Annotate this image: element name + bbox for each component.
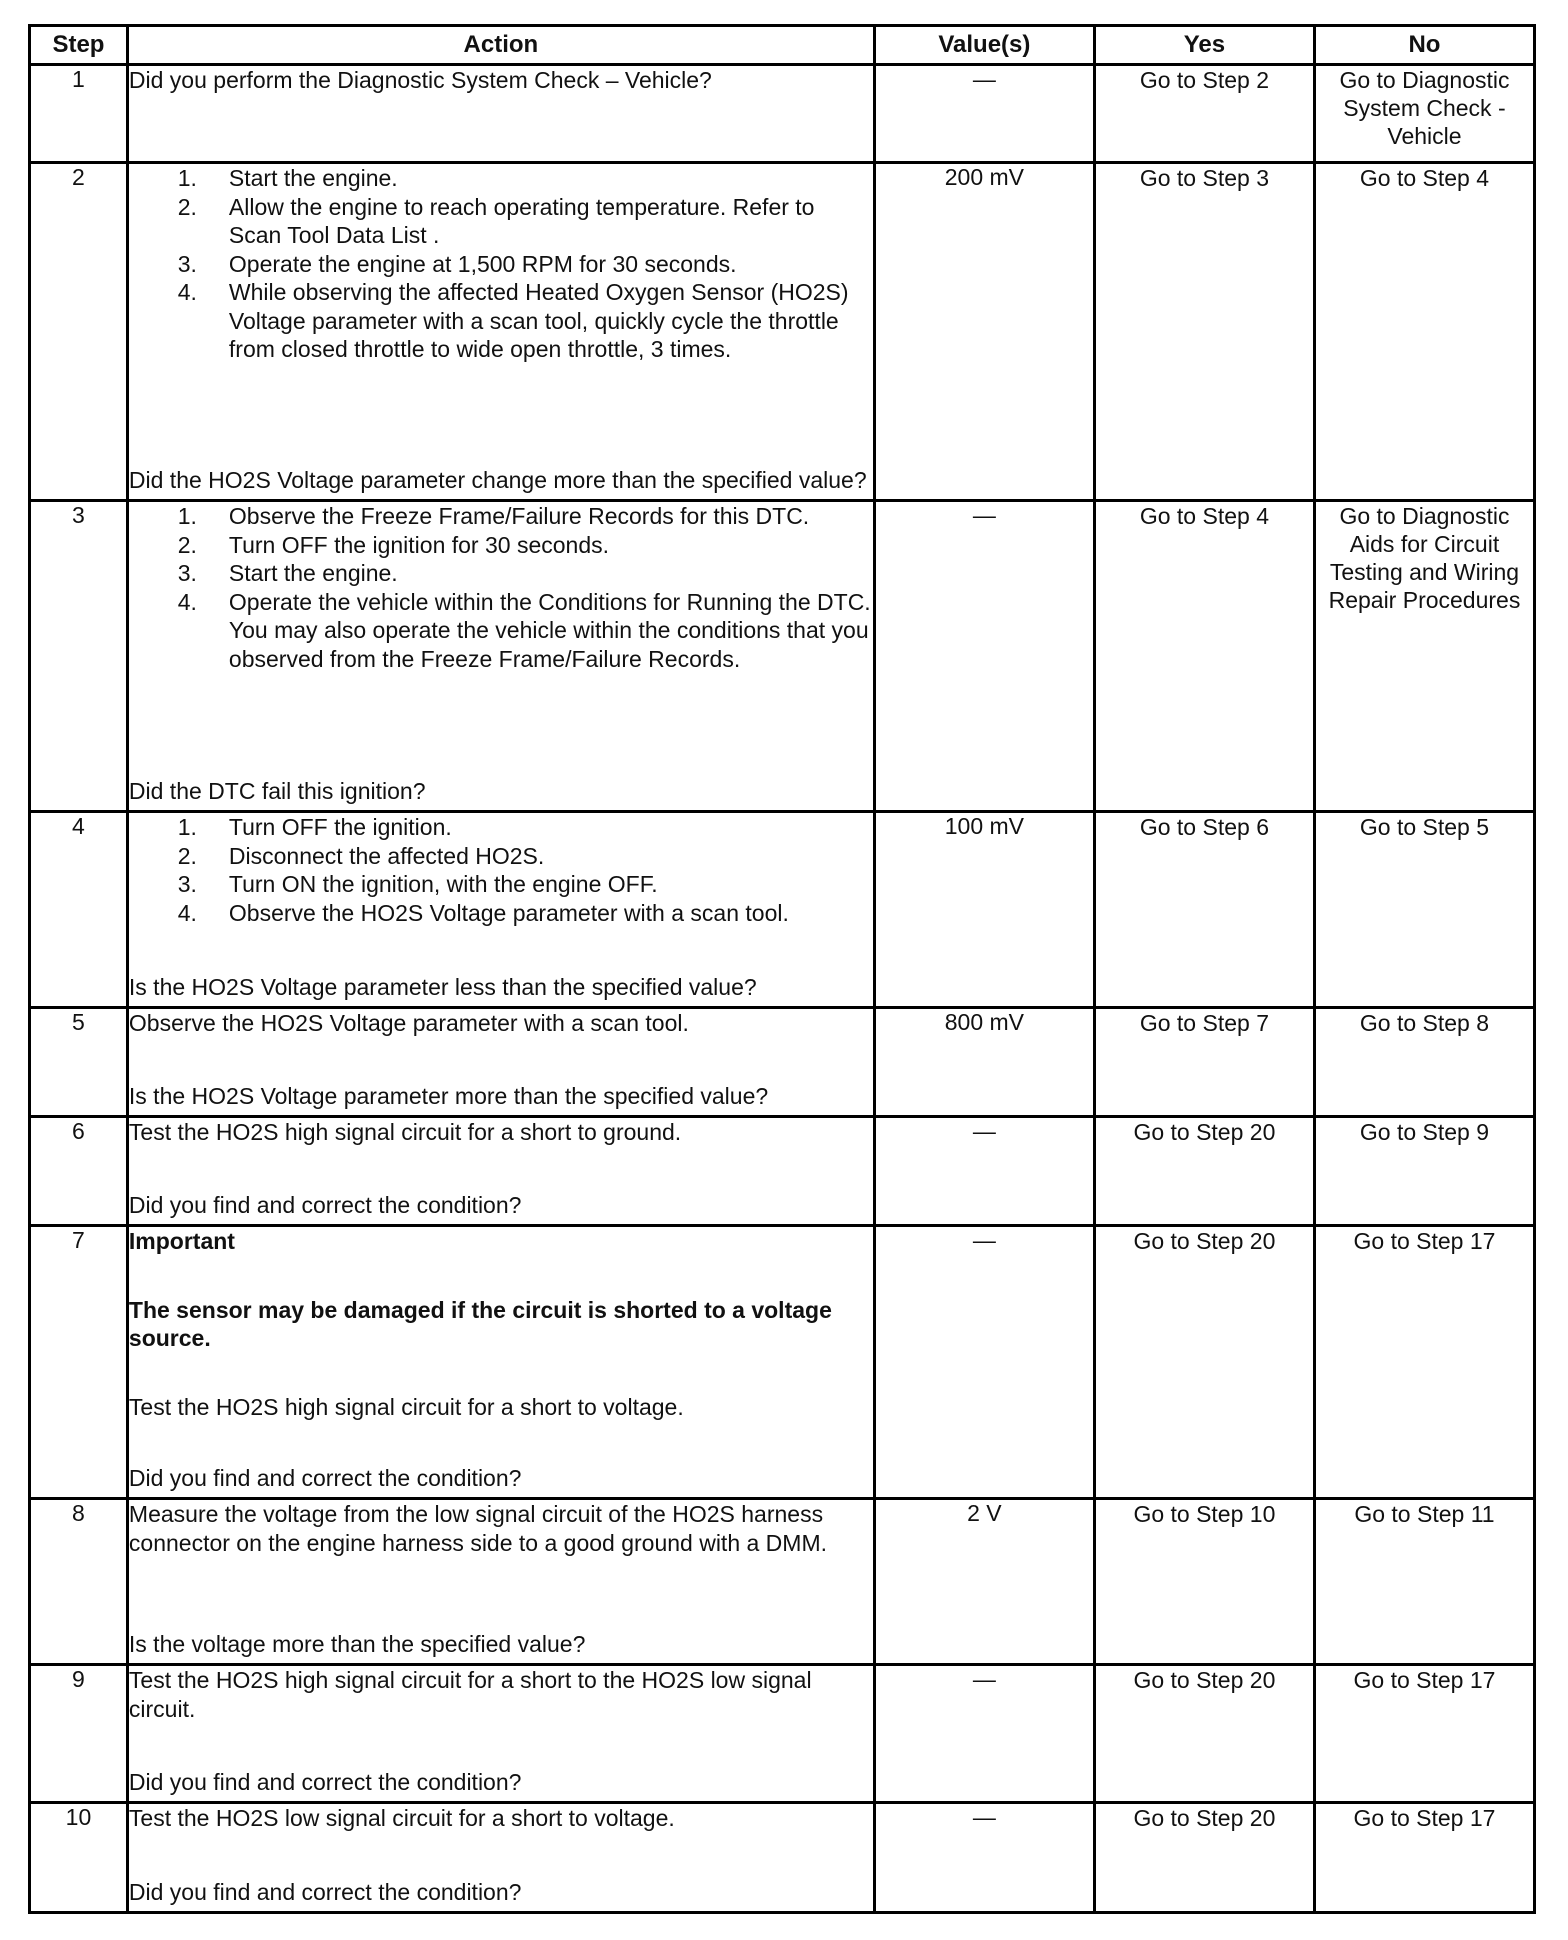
table-row xyxy=(30,501,1535,812)
no-cell: Go to Step 17 xyxy=(1314,1226,1534,1499)
action-text: Observe the HO2S Voltage parameter with a scan tool. xyxy=(128,1010,689,1036)
header-row xyxy=(30,26,1535,65)
action-question: Is the HO2S Voltage parameter less than the specified value? xyxy=(128,973,757,1000)
no-cell: Go to Step 4 xyxy=(1314,163,1534,501)
value-cell: 800 mV xyxy=(874,1008,1094,1117)
table-row xyxy=(30,1499,1535,1665)
important-text: The sensor may be damaged if the circuit is shorted to a voltage source. xyxy=(128,1296,832,1351)
value-cell: 200 mV xyxy=(874,163,1094,501)
header-step: Step xyxy=(30,26,128,65)
header-values: Value(s) xyxy=(874,26,1094,65)
value-cell: — xyxy=(874,65,1094,163)
list-item: 2. Allow the engine to reach operating temperature. Refer to Scan Tool Data List . xyxy=(177,193,815,248)
list-item: 2. Turn OFF the ignition for 30 seconds. xyxy=(177,531,610,558)
action-text: Did you perform the Diagnostic System Check – Vehicle? xyxy=(128,67,712,93)
list-item: 4. Operate the vehicle within the Conditions for Running the DTC. You may also operate the vehicle within the conditions that you observed from the Freeze Frame/Failure Records. xyxy=(177,588,871,672)
action-question: Did you find and correct the condition? xyxy=(128,1464,522,1491)
action-text: Test the HO2S high signal circuit for a short to the HO2S low signal circuit. xyxy=(128,1667,812,1722)
action-cell xyxy=(127,501,874,812)
yes-cell: Go to Step 2 xyxy=(1094,65,1314,163)
list-item: 4. Observe the HO2S Voltage parameter with a scan tool. xyxy=(177,899,789,926)
step-number: 3 xyxy=(30,501,128,812)
action-cell xyxy=(127,1226,874,1499)
value-cell: — xyxy=(874,1803,1094,1913)
value-cell: — xyxy=(874,1226,1094,1499)
yes-cell: Go to Step 20 xyxy=(1094,1803,1314,1913)
table-row xyxy=(30,1117,1535,1226)
step-number: 4 xyxy=(30,812,128,1008)
action-cell xyxy=(127,1117,874,1226)
yes-cell: Go to Step 10 xyxy=(1094,1499,1314,1665)
table-row xyxy=(30,1665,1535,1803)
action-question: Did the DTC fail this ignition? xyxy=(128,777,426,804)
action-question: Did the HO2S Voltage parameter change more than the specified value? xyxy=(128,466,867,493)
value-cell: — xyxy=(874,1117,1094,1226)
table-row xyxy=(30,163,1535,501)
list-item: 1. Turn OFF the ignition. xyxy=(177,814,452,840)
header-no: No xyxy=(1314,26,1534,65)
yes-cell: Go to Step 6 xyxy=(1094,812,1314,1008)
step-number: 10 xyxy=(30,1803,128,1913)
action-text: Test the HO2S low signal circuit for a short to voltage. xyxy=(128,1805,675,1831)
action-cell xyxy=(127,1665,874,1803)
action-cell xyxy=(127,163,874,501)
action-cell xyxy=(127,1803,874,1913)
table-row xyxy=(30,1008,1535,1117)
step-number: 9 xyxy=(30,1665,128,1803)
list-item: 1. Start the engine. xyxy=(177,165,398,191)
header-yes: Yes xyxy=(1094,26,1314,65)
step-number: 5 xyxy=(30,1008,128,1117)
action-question: Did you find and correct the condition? xyxy=(128,1191,522,1218)
action-question: Is the voltage more than the specified value? xyxy=(128,1630,586,1657)
list-item: 3. Turn ON the ignition, with the engine OFF. xyxy=(177,871,658,897)
no-cell: Go to Step 17 xyxy=(1314,1803,1534,1913)
value-cell: — xyxy=(874,501,1094,812)
action-cell xyxy=(127,812,874,1008)
substep-list xyxy=(129,164,873,364)
yes-cell: Go to Step 20 xyxy=(1094,1226,1314,1499)
no-cell: Go to Diagnostic System Check - Vehicle xyxy=(1314,65,1534,163)
table-row xyxy=(30,1226,1535,1499)
step-number: 2 xyxy=(30,163,128,501)
no-cell: Go to Step 8 xyxy=(1314,1008,1534,1117)
no-cell: Go to Step 9 xyxy=(1314,1117,1534,1226)
yes-cell: Go to Step 20 xyxy=(1094,1117,1314,1226)
yes-cell: Go to Step 20 xyxy=(1094,1665,1314,1803)
yes-cell: Go to Step 7 xyxy=(1094,1008,1314,1117)
table-row xyxy=(30,1803,1535,1913)
table-row xyxy=(30,65,1535,163)
yes-cell: Go to Step 4 xyxy=(1094,501,1314,812)
table-row xyxy=(30,812,1535,1008)
list-item: 1. Observe the Freeze Frame/Failure Records for this DTC. xyxy=(177,503,810,529)
value-cell: — xyxy=(874,1665,1094,1803)
list-item: 3. Operate the engine at 1,500 RPM for 30 seconds. xyxy=(177,250,737,277)
action-cell xyxy=(127,1008,874,1117)
action-text: Test the HO2S high signal circuit for a short to voltage. xyxy=(128,1393,684,1420)
step-number: 1 xyxy=(30,65,128,163)
yes-cell: Go to Step 3 xyxy=(1094,163,1314,501)
action-question: Did you find and correct the condition? xyxy=(128,1768,522,1795)
action-question: Did you find and correct the condition? xyxy=(128,1878,522,1905)
header-action: Action xyxy=(127,26,874,65)
action-text: Measure the voltage from the low signal circuit of the HO2S harness connector on the engine harness side to a good ground with a DMM. xyxy=(128,1501,828,1556)
value-cell: 100 mV xyxy=(874,812,1094,1008)
action-question: Is the HO2S Voltage parameter more than the specified value? xyxy=(128,1082,769,1109)
no-cell: Go to Step 5 xyxy=(1314,812,1534,1008)
no-cell: Go to Diagnostic Aids for Circuit Testing and Wiring Repair Procedures xyxy=(1314,501,1534,812)
list-item: 3. Start the engine. xyxy=(177,560,398,586)
step-number: 8 xyxy=(30,1499,128,1665)
list-item: 4. While observing the affected Heated Oxygen Sensor (HO2S) Voltage parameter with a scan tool, quickly cycle the throttle from closed throttle to wide open throttle, 3 times. xyxy=(177,279,849,362)
step-number: 6 xyxy=(30,1117,128,1226)
step-number: 7 xyxy=(30,1226,128,1499)
substep-list xyxy=(129,813,873,927)
no-cell: Go to Step 17 xyxy=(1314,1665,1534,1803)
value-cell: 2 V xyxy=(874,1499,1094,1665)
important-label: Important xyxy=(128,1228,235,1254)
diagnostic-table xyxy=(28,24,1536,1914)
list-item: 2. Disconnect the affected HO2S. xyxy=(177,842,545,869)
action-text: Test the HO2S high signal circuit for a short to ground. xyxy=(128,1119,682,1145)
action-cell xyxy=(127,1499,874,1665)
action-cell xyxy=(127,65,874,163)
substep-list xyxy=(129,502,873,673)
no-cell: Go to Step 11 xyxy=(1314,1499,1534,1665)
